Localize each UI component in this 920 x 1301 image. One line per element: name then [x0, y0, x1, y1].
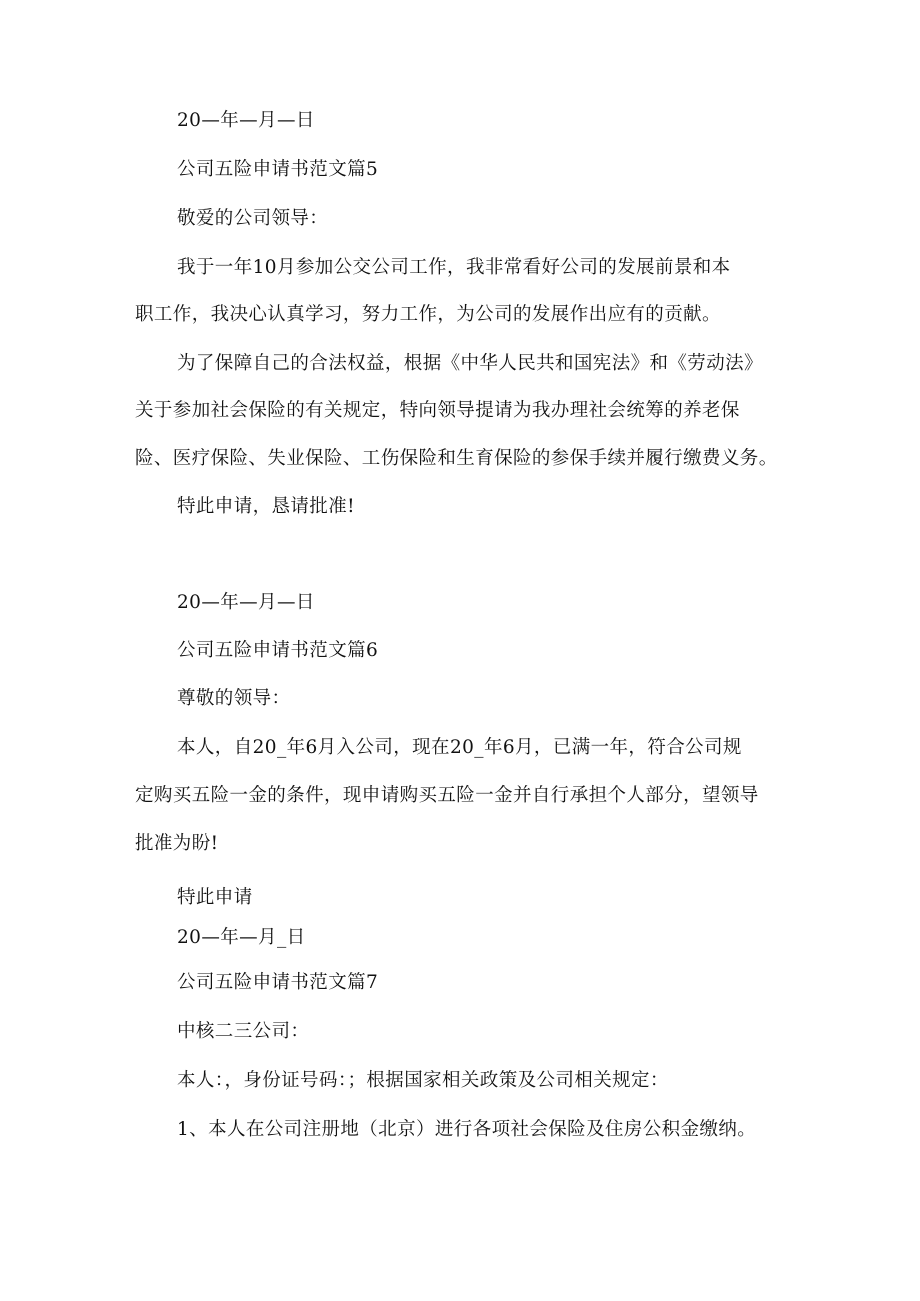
paragraph-line: 批准为盼! — [135, 833, 219, 854]
section-title: 公司五险申请书范文篇7 — [177, 972, 379, 993]
paragraph-line: 职工作，我决心认真学习，努力工作，为公司的发展作出应有的贡献。 — [135, 304, 721, 325]
paragraph-line: 我于一年10月参加公交公司工作，我非常看好公司的发展前景和本 — [177, 257, 731, 278]
paragraph-line: 本人，自20_年6月入公司，现在20_年6月，已满一年，符合公司规 — [177, 737, 742, 758]
date-line: 20—年—月—日 — [177, 592, 315, 613]
closing-line: 特此申请，恳请批准! — [177, 496, 355, 517]
paragraph-line: 定购买五险一金的条件，现申请购买五险一金并自行承担个人部分，望领导 — [135, 785, 759, 806]
paragraph-line: 为了保障自己的合法权益，根据《中华人民共和国宪法》和《劳动法》 — [177, 353, 763, 374]
paragraph-line: 险、医疗保险、失业保险、工伤保险和生育保险的参保手续并履行缴费义务。 — [135, 448, 778, 469]
closing-line: 特此申请 — [177, 887, 253, 908]
list-item: 1、本人在公司注册地（北京）进行各项社会保险及住房公积金缴纳。 — [177, 1119, 757, 1140]
date-line: 20—年—月_日 — [177, 927, 306, 948]
paragraph-line: 关于参加社会保险的有关规定，特向领导提请为我办理社会统筹的养老保 — [135, 400, 740, 421]
salutation: 敬爱的公司领导： — [177, 208, 329, 229]
section-title: 公司五险申请书范文篇6 — [177, 640, 379, 661]
salutation: 尊敬的领导： — [177, 688, 291, 709]
paragraph-line: 本人：，身份证号码：；根据国家相关政策及公司相关规定： — [177, 1070, 669, 1091]
section-title: 公司五险申请书范文篇5 — [177, 159, 379, 180]
date-line: 20—年—月—日 — [177, 110, 315, 131]
salutation: 中核二三公司： — [177, 1021, 310, 1042]
